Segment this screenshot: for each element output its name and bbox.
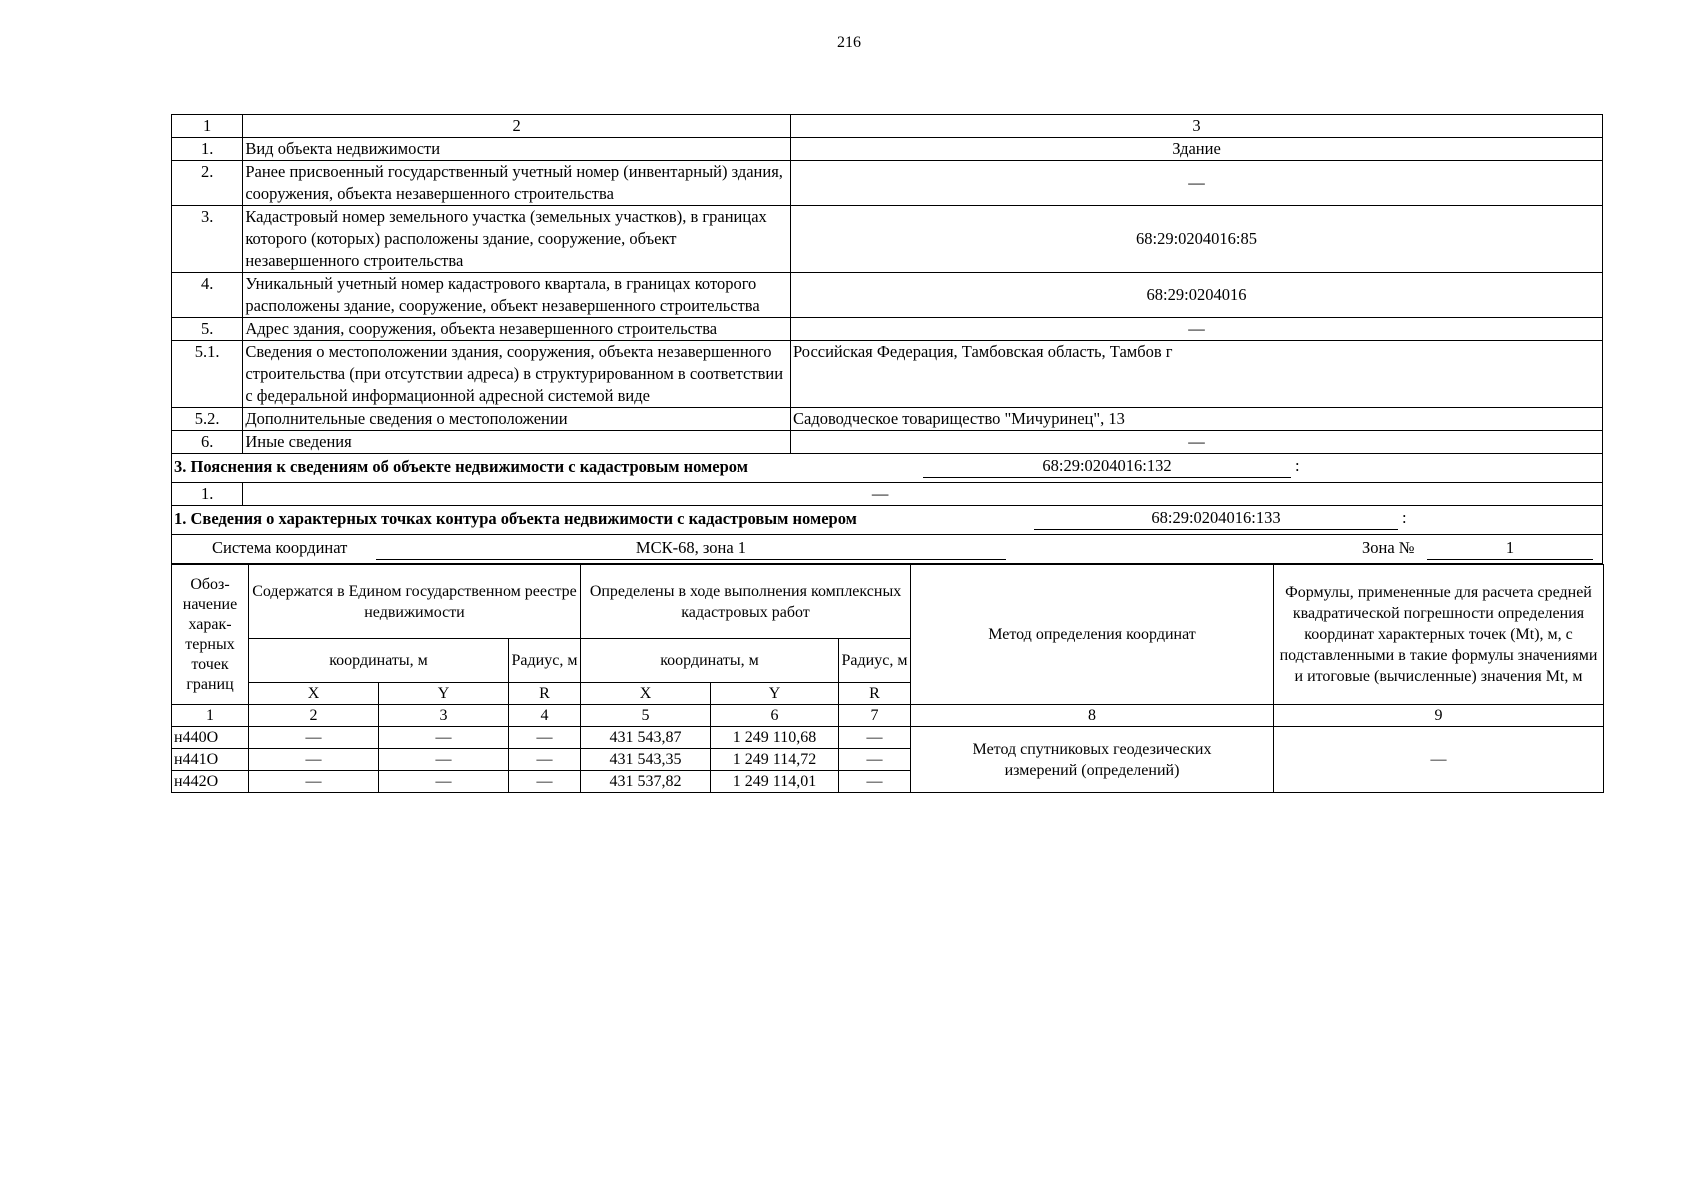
egrn-y: —: [379, 727, 509, 749]
formulas-header: Формулы, примененные для расчета средней квадратической погрешности определения координат характерных точек (Mt), м, с подставленными в такие формулы значениями и итоговые (вычисленные) значения Mt, м: [1274, 565, 1604, 705]
coord-system-value: МСК-68, зона 1: [376, 537, 1006, 560]
coord-system-label: Система координат: [212, 538, 348, 557]
designation-header: Обоз-начение харак-терных точек границ: [172, 565, 249, 705]
zone-label: Зона №: [1362, 538, 1415, 557]
egrn-y: —: [379, 749, 509, 771]
row-number: 6.: [172, 431, 243, 454]
complex-r-header: R: [839, 683, 911, 705]
points-section-title: 1. Сведения о характерных точках контура объекта недвижимости с кадастровым номером: [174, 509, 857, 528]
table-row: [172, 408, 1603, 431]
notes-row-value: —: [243, 483, 1603, 506]
table-row: [172, 341, 1603, 408]
complex-r: —: [839, 771, 911, 793]
complex-y: 1 249 114,01: [711, 771, 839, 793]
egrn-x: —: [249, 749, 379, 771]
notes-section-header: [174, 454, 1600, 482]
row-value: Садоводческое товарищество "Мичуринец", 13: [791, 408, 1603, 431]
egrn-x: —: [249, 727, 379, 749]
table-row: [172, 318, 1603, 341]
header-cell: 2: [243, 115, 791, 138]
points-colon: :: [1402, 508, 1407, 527]
row-label: Кадастровый номер земельного участка (земельных участков), в границах которого (которых) расположены здание, сооружение, объект незавершенного строительства: [243, 206, 791, 273]
row-value: —: [791, 318, 1603, 341]
complex-y: 1 249 114,72: [711, 749, 839, 771]
boundary-points-rows: [172, 727, 1604, 793]
complex-works-header: Определены в ходе выполнения комплексных кадастровых работ: [581, 565, 911, 639]
complex-r: —: [839, 749, 911, 771]
row-number: 4.: [172, 273, 243, 318]
column-numbers-row: [172, 705, 1604, 727]
column-number: 2: [249, 705, 379, 727]
column-number: 3: [379, 705, 509, 727]
row-number: 5.1.: [172, 341, 243, 408]
row-number: 1.: [172, 138, 243, 161]
egrn-r: —: [509, 771, 581, 793]
egrn-x: —: [249, 771, 379, 793]
table-row: [172, 206, 1603, 273]
method-header: Метод определения координат: [911, 565, 1274, 705]
egrn-header: Содержатся в Едином государственном реестре недвижимости: [249, 565, 581, 639]
complex-radius-header: Радиус, м: [839, 639, 911, 683]
table-header-row: [172, 115, 1603, 138]
row-number: 2.: [172, 161, 243, 206]
building-info-rows: [172, 138, 1603, 454]
points-cadastral-number: 68:29:0204016:133: [1034, 507, 1398, 530]
row-value: —: [791, 431, 1603, 454]
row-label: Вид объекта недвижимости: [243, 138, 791, 161]
header-cell: 1: [172, 115, 243, 138]
notes-row-num: 1.: [172, 483, 243, 506]
egrn-y-header: Y: [379, 683, 509, 705]
table-row: [172, 161, 1603, 206]
row-label: Адрес здания, сооружения, объекта незавершенного строительства: [243, 318, 791, 341]
row-number: 5.: [172, 318, 243, 341]
egrn-r: —: [509, 749, 581, 771]
coord-system-line: [172, 535, 1602, 563]
egrn-radius-header: Радиус, м: [509, 639, 581, 683]
column-number: 5: [581, 705, 711, 727]
column-number: 1: [172, 705, 249, 727]
egrn-coords-header: координаты, м: [249, 639, 509, 683]
zone-value: 1: [1427, 537, 1593, 560]
complex-x: 431 537,82: [581, 771, 711, 793]
table-row: [172, 727, 1604, 749]
complex-coords-header: координаты, м: [581, 639, 839, 683]
row-label: Сведения о местоположении здания, сооружения, объекта незавершенного строительства (при отсутствии адреса) в структурированном в соответствии с федеральной информационной адресной системой виде: [243, 341, 791, 408]
point-id: н441О: [172, 749, 249, 771]
notes-colon: :: [1295, 456, 1300, 475]
row-number: 5.2.: [172, 408, 243, 431]
complex-x: 431 543,35: [581, 749, 711, 771]
table-row: [172, 431, 1603, 454]
notes-section-title: 3. Пояснения к сведениям об объекте недвижимости с кадастровым номером: [174, 457, 748, 476]
points-section-header: [174, 506, 1600, 534]
egrn-r-header: R: [509, 683, 581, 705]
egrn-y: —: [379, 771, 509, 793]
complex-y-header: Y: [711, 683, 839, 705]
row-label: Уникальный учетный номер кадастрового квартала, в границах которого расположены здание, сооружение, объект незавершенного строительства: [243, 273, 791, 318]
row-label: Дополнительные сведения о местоположении: [243, 408, 791, 431]
document-sheet: [171, 114, 1603, 793]
column-number: 7: [839, 705, 911, 727]
row-label: Ранее присвоенный государственный учетный номер (инвентарный) здания, сооружения, объекта незавершенного строительства: [243, 161, 791, 206]
point-id: н442О: [172, 771, 249, 793]
complex-y: 1 249 110,68: [711, 727, 839, 749]
notes-section-row: [172, 454, 1603, 483]
coord-system-row: [172, 535, 1603, 564]
points-section-row: [172, 506, 1603, 535]
column-number: 4: [509, 705, 581, 727]
building-info-table: [171, 114, 1603, 564]
row-value: Здание: [791, 138, 1603, 161]
row-value: Российская Федерация, Тамбовская область, Тамбов г: [791, 341, 1603, 408]
row-value: 68:29:0204016: [791, 273, 1603, 318]
method-value: Метод спутниковых геодезических измерений (определений): [911, 727, 1274, 793]
point-id: н440О: [172, 727, 249, 749]
table-row: [172, 273, 1603, 318]
boundary-points-table: [171, 564, 1604, 793]
complex-r: —: [839, 727, 911, 749]
formula-value: —: [1274, 727, 1604, 793]
notes-row: [172, 483, 1603, 506]
table-row: [172, 138, 1603, 161]
column-number: 9: [1274, 705, 1604, 727]
column-number: 6: [711, 705, 839, 727]
row-label: Иные сведения: [243, 431, 791, 454]
column-number: 8: [911, 705, 1274, 727]
notes-cadastral-number: 68:29:0204016:132: [923, 455, 1291, 478]
row-value: 68:29:0204016:85: [791, 206, 1603, 273]
header-cell: 3: [791, 115, 1603, 138]
egrn-x-header: X: [249, 683, 379, 705]
complex-x: 431 543,87: [581, 727, 711, 749]
page-number: 216: [837, 34, 861, 51]
row-value: —: [791, 161, 1603, 206]
row-number: 3.: [172, 206, 243, 273]
complex-x-header: X: [581, 683, 711, 705]
egrn-r: —: [509, 727, 581, 749]
